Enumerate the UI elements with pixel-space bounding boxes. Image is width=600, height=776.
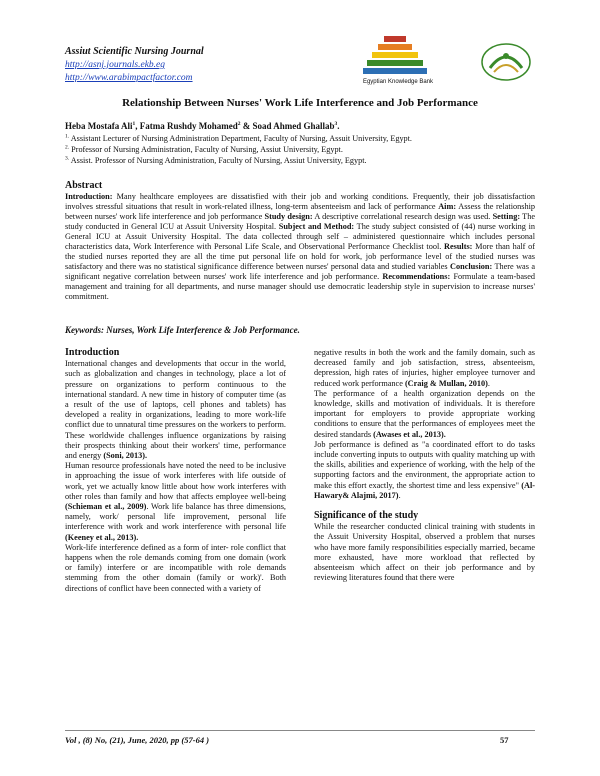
significance-paragraph: While the researcher conducted clinical training with students in the Assuit University Hospital, observed a problem that nurses who have more family responsibilities especially married, became more exhausted, have more workload that reflected by absenteeism which affect on their job performance and by reviewing literatures found that there were — [314, 522, 535, 583]
ekb-logo-bar-blue — [363, 68, 427, 74]
journal-link-arabimpact[interactable]: http://www.arabimpactfactor.com — [65, 73, 193, 83]
affiliation-1: $^{1.}$ Assistant Lecturer of Nursing Administration Department, Faculty of Nursing, Assuit University, Egypt. — [65, 133, 412, 143]
affiliation-3: $^{3.}$ Assist. Professor of Nursing Administration, Faculty of Nursing, Assiut University, Egypt. — [65, 155, 367, 165]
abstract-body: Introduction: Many healthcare employees are dissatisfied with their job and working conditions. Frequently, their job dissatisfaction involves stressful situations that result in work-related illness, long-term absenteeism and lack of performance Aim: Assess the relationship between nurses' work life interference and job performance Study design: A descriptive correlational research design was used. Setting: The study conducted in General ICU at Assuit University Hospital. Subject and Method: The study subject consisted of (44) nurse working in General ICU at Assuit University Hospital. The data collected through self – administered questionnaire which includes personal characteristics data, Work Interference with Personal Life Scale, and Observational Performance Checklist tool. Results: More than half of the studied nurses reported they are all the time put personal life on hold for work, job performance level of the studied nurses was satisfactory and there was no statistical significance difference between nurses' personal data and studied variables Conclusion: There was a significant negative correlation between nurses' work life interference and job performance. Recommendations: Formulate a team-based management and training for all departments, and nurse manager should use democratic leadership style in supervision to increase nurses' commitment. — [65, 192, 536, 302]
intro-paragraph-5: The performance of a health organization depends on the knowledge, skills and motivation of individuals. It is therefore important for employers to provide appropriate working conditions to ensure that the performances of employees meet the desired standards (Awases et al., 2013). — [314, 388, 535, 439]
left-column — [65, 348, 286, 594]
ekb-logo-bar-green — [367, 60, 423, 66]
author-2: , Fatma Rushdy Mohamed — [135, 121, 238, 131]
intro-paragraph-1: International changes and developments that occur in the world, such as globalization and changes in technology, place a lot of pressure on organizations to perform continuous to the international standard. A new time in history of computer time (as a result of the use of laptops, cell phones and tablets) has developed a reality in organizations, leading to more work-life conflict due to unnatural time pressures on the workers to perform. These worldwide challenges influence organizations by raising their prospects thinking about their workers' time, performance and energy (Soni, 2013). — [65, 359, 286, 461]
footer-rule — [65, 730, 535, 731]
introduction-heading: Introduction — [65, 347, 120, 358]
ekb-logo — [362, 34, 428, 78]
footer-citation: Vol , (8) No, (21), June, 2020, pp (57-64 ) — [65, 735, 210, 745]
right-column — [314, 348, 535, 583]
journal-crest-logo — [480, 42, 532, 82]
intro-paragraph-2: Human resource professionals have noted the need to be inclusive in approaching the issue of work interferes with life outside of work, yet we actually know little about how work interferes with other roles than family and how that affects employee well-being (Schieman et al., 2009). Work life balance has three dimensions, namely, work/ personal life improvement, personal life interference with work and work interference with personal life (Keeney et al., 2013). — [65, 461, 286, 542]
keywords: Keywords: Nurses, Work Life Interference & Job Performance. — [65, 325, 300, 335]
author-3: & Soad Ahmed Ghallab — [240, 121, 335, 131]
journal-name: Assiut Scientific Nursing Journal — [65, 46, 204, 57]
affiliation-2: $^{2.}$ Professor of Nursing Administration, Faculty of Nursing, Assiut University, Egypt. — [65, 144, 343, 154]
page-number: 57 — [500, 735, 509, 745]
intro-paragraph-6: Job performance is defined as "a coordinated effort to do tasks include converting inputs to outputs with quality matching up with the skills, abilities and experience of working, with the help of the supporting factors and the environment, the appropriate action to make this effort exactly, the shortest time and less expensive" (Al-Hawary& Alajmi, 2017). — [314, 439, 535, 500]
significance-heading: Significance of the study — [314, 510, 419, 522]
intro-paragraph-3: Work-life interference defined as a form of inter- role conflict that happens when the role demands coming from one domain (work or family) interfere or are incompatible with role demands stemming from the other domain (family or work)'. Both directions of conflict have been connected with a variety of — [65, 542, 286, 593]
ekb-logo-bar-orange — [378, 44, 412, 50]
intro-paragraph-4: negative results in both the work and the family domain, such as decreased family and job satisfaction, stress, absenteeism, depression, high rates of injuries, higher employee turnover and reduced work performance (Craig & Mullan, 2010). — [314, 348, 535, 388]
paper-title: Relationship Between Nurses' Work Life Interference and Job Performance — [122, 97, 478, 109]
abstract-heading: Abstract — [65, 180, 103, 191]
ekb-label: Egyptian Knowledge Bank — [362, 79, 434, 85]
ekb-logo-bar-red — [384, 36, 406, 42]
author-1: Heba Mostafa Ali — [65, 121, 133, 131]
ekb-logo-bar-yellow — [372, 52, 418, 58]
authors-line: Heba Mostafa Ali$^1$, Fatma Rushdy Mohamed$^2$ & Soad Ahmed Ghallab$^3$. — [65, 121, 340, 131]
journal-link-ekb[interactable]: http://asnj.journals.ekb.eg — [65, 60, 166, 70]
